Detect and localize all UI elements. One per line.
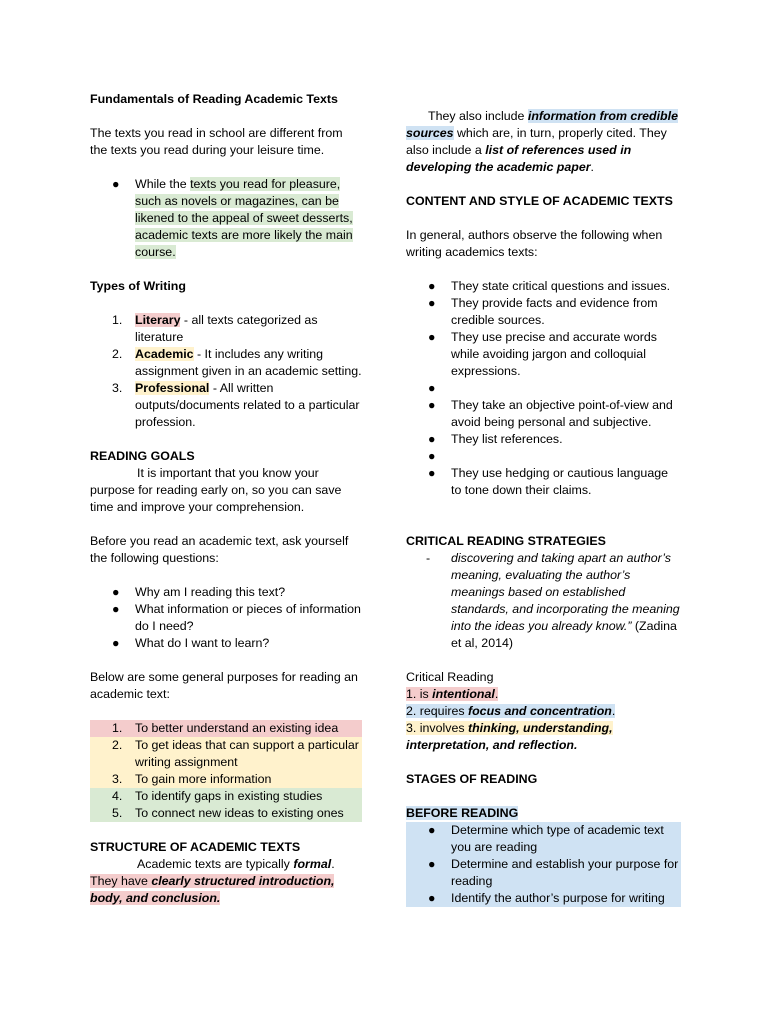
reading-goals-paragraph: It is important that you know your purpose for reading early on, so you can save time and improve your comprehension. (90, 466, 342, 514)
structure-paragraph: Academic texts are typically formal. (137, 857, 335, 871)
list-item: 2. To get ideas that can support a particular writing assignment (90, 737, 362, 771)
content-style-heading: CONTENT AND STYLE OF ACADEMIC TEXTS (406, 194, 673, 208)
critical-reading-point-1: 1. is intentional. (406, 687, 499, 701)
list-item: ● They use precise and accurate words while avoiding jargon and colloquial expressions. (428, 330, 657, 378)
pleasure-bullet-list (90, 176, 362, 261)
types-heading: Types of Writing (90, 279, 186, 293)
reading-goals-heading: READING GOALS (90, 449, 195, 463)
before-read-paragraph: Before you read an academic text, ask yourself the following questions: (90, 534, 349, 565)
bullet-icon: ● (428, 279, 436, 293)
list-item: 5. To connect new ideas to existing ones (90, 805, 362, 822)
stages-heading: STAGES OF READING (406, 772, 538, 786)
professional-term: Professional (135, 381, 210, 395)
before-reading-list (406, 822, 681, 907)
list-item: 3. Professional - All written outputs/documents related to a particular profession. (112, 381, 360, 429)
list-item: 1. Literary - all texts categorized as literature (112, 313, 318, 344)
list-item: ● Determine which type of academic text you are reading (406, 822, 681, 856)
critical-reading-point-2: 2. requires focus and concentration. (406, 704, 616, 718)
literary-term: Literary (135, 313, 181, 327)
bullet-icon: ● (428, 466, 436, 480)
list-item (406, 380, 681, 397)
document-title: Fundamentals of Reading Academic Texts (90, 92, 338, 106)
bullet-icon: ● (428, 330, 436, 344)
bullet-icon: ● (428, 449, 436, 463)
also-include-paragraph: They also include information from credible sources which are, in turn, properly cited. They also include a list of references used in developing the academic paper. (406, 109, 678, 174)
citation: (Zadina et al, 2014) (451, 619, 677, 650)
list-item: ● They take an objective point-of-view and avoid being personal and subjective. (428, 398, 673, 429)
left-column (90, 91, 362, 907)
list-item: ● They state critical questions and issues. (428, 279, 671, 293)
academic-term: Academic (135, 347, 194, 361)
purposes-intro: Below are some general purposes for reading an academic text: (90, 670, 358, 701)
list-item (406, 550, 681, 652)
dash-marker: - (426, 551, 431, 565)
list-item (406, 448, 681, 465)
list-item: ● What do I want to learn? (112, 636, 270, 650)
bullet-icon: ● (428, 891, 436, 905)
in-general-paragraph: In general, authors observe the following when writing academics texts: (406, 228, 663, 259)
list-item: 2. Academic - It includes any writing assignment given in an academic setting. (112, 347, 362, 378)
before-reading-heading: BEFORE READING (406, 806, 519, 820)
observations-list (406, 278, 681, 499)
bullet-icon: ● (112, 177, 120, 191)
bullet-icon: ● (428, 296, 436, 310)
bullet-icon: ● (112, 602, 120, 616)
list-item: ● Why am I reading this text? (112, 585, 286, 599)
purposes-list (90, 720, 362, 822)
bullet-icon: ● (428, 398, 436, 412)
list-item: 1. To better understand an existing idea (90, 720, 362, 737)
highlighted-text: texts you read for pleasure, such as novels or magazines, can be likened to the appeal of sweet desserts, academic texts are more likely the main course. (135, 177, 353, 259)
bullet-icon: ● (112, 636, 120, 650)
bullet-icon: ● (112, 585, 120, 599)
bullet-icon: ● (428, 823, 436, 837)
bullet-icon: ● (428, 857, 436, 871)
types-list (90, 312, 362, 431)
list-item: ● What information or pieces of information do I need? (112, 602, 361, 633)
list-item: ● They list references. (428, 432, 563, 446)
bullet-icon: ● (428, 432, 436, 446)
list-item: 4. To identify gaps in existing studies (90, 788, 362, 805)
structure-heading: STRUCTURE OF ACADEMIC TEXTS (90, 840, 301, 854)
quote-list (406, 550, 681, 652)
list-item: ● Identify the author’s purpose for writing (406, 890, 681, 907)
intro-paragraph: The texts you read in school are different from the texts you read during your leisure time. (90, 126, 343, 157)
bullet-icon: ● (428, 381, 436, 395)
quote-text: discovering and taking apart an author’s meaning, evaluating the author’s meanings based on established standards, and incorporating the meaning into the ideas you already know.” (451, 551, 680, 633)
list-item: ● Determine and establish your purpose for reading (406, 856, 681, 890)
questions-list (90, 584, 362, 652)
list-item: ● They use hedging or cautious language to tone down their claims. (428, 466, 668, 497)
right-column (406, 108, 681, 907)
critical-reading-heading: CRITICAL READING STRATEGIES (406, 534, 606, 548)
critical-reading-label: Critical Reading (406, 670, 494, 684)
list-item: 3. To gain more information (90, 771, 362, 788)
list-item: ● While the texts you read for pleasure, such as novels or magazines, can be likened to the appeal of sweet desserts, academic texts are more likely the main course. (112, 177, 353, 259)
critical-reading-point-3: 3. involves thinking, understanding, interpretation, and reflection. (406, 721, 613, 752)
list-item: ● They provide facts and evidence from credible sources. (428, 296, 658, 327)
structure-paragraph-2: They have clearly structured introduction, body, and conclusion. (90, 874, 335, 905)
